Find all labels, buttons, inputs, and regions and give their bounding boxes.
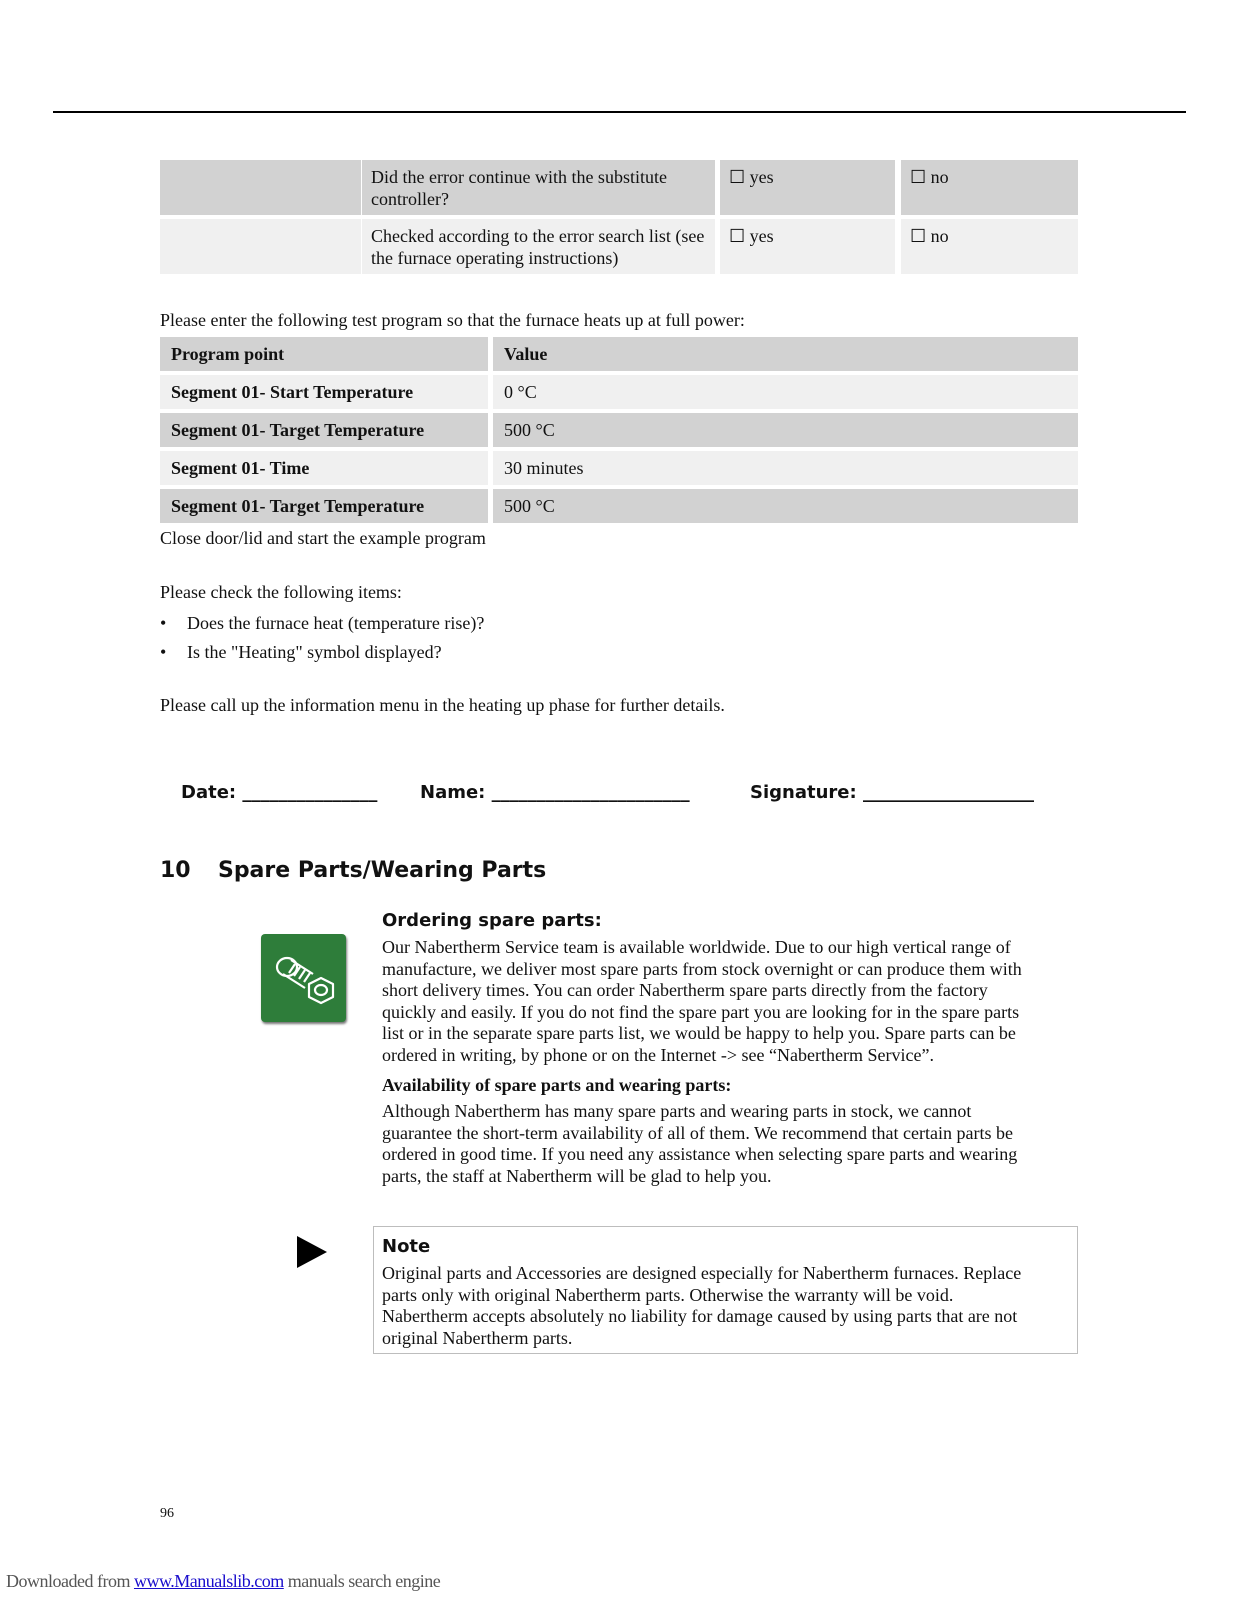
name-field[interactable]: Name: ______________________ bbox=[420, 782, 690, 803]
section-heading bbox=[160, 857, 546, 885]
section-number: 10 bbox=[160, 858, 191, 883]
text-line: Nabertherm accepts absolutely no liability for damage caused by using parts that are not bbox=[382, 1306, 1018, 1326]
text-line: Our Nabertherm Service team is available worldwide. Due to our high vertical range of bbox=[382, 937, 1011, 957]
value-cell: 500 °C bbox=[493, 489, 1078, 523]
availability-text bbox=[382, 1101, 1082, 1187]
question-cell: Checked according to the error search list (see the furnace operating instructions) bbox=[362, 219, 715, 274]
value-cell: 500 °C bbox=[493, 413, 1078, 447]
text-line: quickly and easily. If you do not find the spare part you are looking for in the spare parts bbox=[382, 1001, 1020, 1022]
question-cell: Did the error continue with the substitute controller? bbox=[362, 160, 715, 215]
no-checkbox[interactable]: ☐ no bbox=[901, 160, 1078, 215]
table-row bbox=[160, 413, 1078, 447]
program-point-cell: Segment 01- Target Temperature bbox=[160, 413, 488, 447]
list-item: • Is the "Heating" symbol displayed? bbox=[160, 638, 484, 667]
program-point-cell: Segment 01- Start Temperature bbox=[160, 375, 488, 409]
table-row bbox=[160, 375, 1078, 409]
note-heading: Note bbox=[382, 1236, 431, 1257]
top-rule bbox=[53, 111, 1186, 113]
section-title: Spare Parts/Wearing Parts bbox=[217, 858, 547, 883]
test-program-intro: Please enter the following test program so that the furnace heats up at full power: bbox=[160, 310, 745, 330]
close-door-text: Close door/lid and start the example program bbox=[160, 528, 486, 548]
text-line: Although Nabertherm has many spare parts and wearing parts in stock, we cannot bbox=[382, 1101, 972, 1121]
text-line: parts only with original Nabertherm parts. Otherwise the warranty will be void. bbox=[382, 1284, 954, 1305]
table-row bbox=[160, 160, 1078, 215]
footer-suffix: manuals search engine bbox=[283, 1571, 441, 1591]
list-item: • Does the furnace heat (temperature rise)? bbox=[160, 609, 484, 638]
ordering-heading: Ordering spare parts: bbox=[382, 910, 602, 931]
ordering-text bbox=[382, 937, 1082, 1066]
download-footer bbox=[6, 1571, 440, 1592]
text-line: parts, the staff at Nabertherm will be glad to help you. bbox=[382, 1165, 772, 1186]
table-header-row bbox=[160, 337, 1078, 371]
table-row bbox=[160, 219, 1078, 274]
column-header: Program point bbox=[160, 337, 488, 371]
text-line: Original parts and Accessories are designed especially for Nabertherm furnaces. Replace bbox=[382, 1263, 1022, 1283]
text-line: short delivery times. You can order Nabertherm spare parts directly from the factory bbox=[382, 980, 988, 1000]
text-line: ordered in writing, by phone or on the Internet -> see “Nabertherm Service”. bbox=[382, 1044, 934, 1065]
no-checkbox[interactable]: ☐ no bbox=[901, 219, 1078, 274]
signature-field[interactable]: Signature: ___________________ bbox=[750, 782, 1034, 803]
program-point-cell: Segment 01- Target Temperature bbox=[160, 489, 488, 523]
error-check-table bbox=[160, 160, 1078, 278]
text-line: manufacture, we deliver most spare parts from stock overnight or can produce them with bbox=[382, 958, 1022, 979]
note-text bbox=[382, 1263, 1072, 1349]
column-header: Value bbox=[493, 337, 1078, 371]
check-list bbox=[160, 609, 484, 667]
yes-checkbox[interactable]: ☐ yes bbox=[720, 219, 895, 274]
manualslib-link[interactable]: www.Manualslib.com bbox=[133, 1571, 284, 1591]
empty-cell bbox=[160, 219, 361, 274]
value-cell: 0 °C bbox=[493, 375, 1078, 409]
value-cell: 30 minutes bbox=[493, 451, 1078, 485]
program-point-cell: Segment 01- Time bbox=[160, 451, 488, 485]
footer-prefix: Downloaded from bbox=[6, 1571, 134, 1591]
program-table bbox=[160, 337, 1078, 527]
text-line: list or in the separate spare parts list, we would be happy to help you. Spare parts can be bbox=[382, 1023, 1016, 1043]
info-menu-text: Please call up the information menu in the heating up phase for further details. bbox=[160, 695, 725, 715]
text-line: original Nabertherm parts. bbox=[382, 1327, 573, 1348]
availability-heading: Availability of spare parts and wearing parts: bbox=[382, 1075, 732, 1095]
page-number: 96 bbox=[160, 1506, 174, 1521]
check-intro: Please check the following items: bbox=[160, 582, 402, 602]
empty-cell bbox=[160, 160, 361, 215]
yes-checkbox[interactable]: ☐ yes bbox=[720, 160, 895, 215]
arrow-right-icon bbox=[297, 1236, 327, 1273]
bolt-and-nut-icon bbox=[261, 934, 346, 1022]
text-line: ordered in good time. If you need any assistance when selecting spare parts and wearing bbox=[382, 1144, 1018, 1164]
date-field[interactable]: Date: _______________ bbox=[181, 782, 378, 803]
text-line: guarantee the short-term availability of all of them. We recommend that certain parts be bbox=[382, 1122, 1013, 1143]
table-row bbox=[160, 489, 1078, 523]
table-row bbox=[160, 451, 1078, 485]
